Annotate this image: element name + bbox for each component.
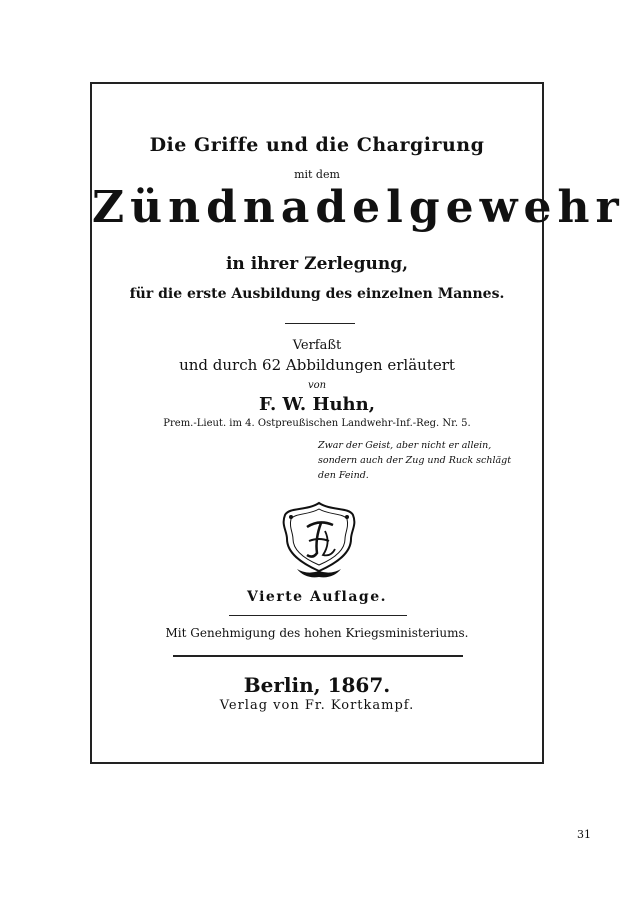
divider-short — [285, 323, 355, 324]
main-title: Zündnadelgewehr — [92, 182, 625, 233]
motto-line: den Feind. — [318, 470, 369, 481]
by-label: von — [307, 380, 327, 391]
motto-line: Zwar der Geist, aber nicht er allein, — [318, 440, 492, 451]
divider-medium — [229, 615, 407, 616]
place-year: Berlin, 1867. — [243, 673, 391, 697]
authored-label: Verfaßt — [292, 338, 342, 353]
edition-label: Vierte Auflage. — [247, 589, 387, 605]
subtitle-line-1: in ihrer Zerlegung, — [225, 254, 409, 274]
monogram-emblem-icon — [277, 497, 361, 581]
title-page-frame — [90, 82, 625, 764]
page-number: 31 — [577, 828, 591, 841]
motto-line: sondern auch der Zug und Ruck schlägt — [318, 455, 512, 466]
title-line-1: Die Griffe und die Chargirung — [149, 134, 485, 156]
illustrations-note: und durch 62 Abbildungen erläutert — [179, 356, 455, 374]
motto — [318, 438, 538, 483]
divider-long — [173, 655, 463, 657]
author-rank: Prem.-Lieut. im 4. Ostpreußischen Landwehr-Inf.-Reg. Nr. 5. — [163, 418, 471, 429]
subtitle-line-2: für die erste Ausbildung des einzelnen Mannes. — [129, 286, 505, 302]
author-name: F. W. Huhn, — [259, 394, 375, 415]
permission-note: Mit Genehmigung des hohen Kriegsministeriums. — [165, 626, 469, 640]
publisher: Verlag von Fr. Kortkampf. — [219, 698, 415, 713]
title-line-2: mit dem — [294, 168, 340, 181]
